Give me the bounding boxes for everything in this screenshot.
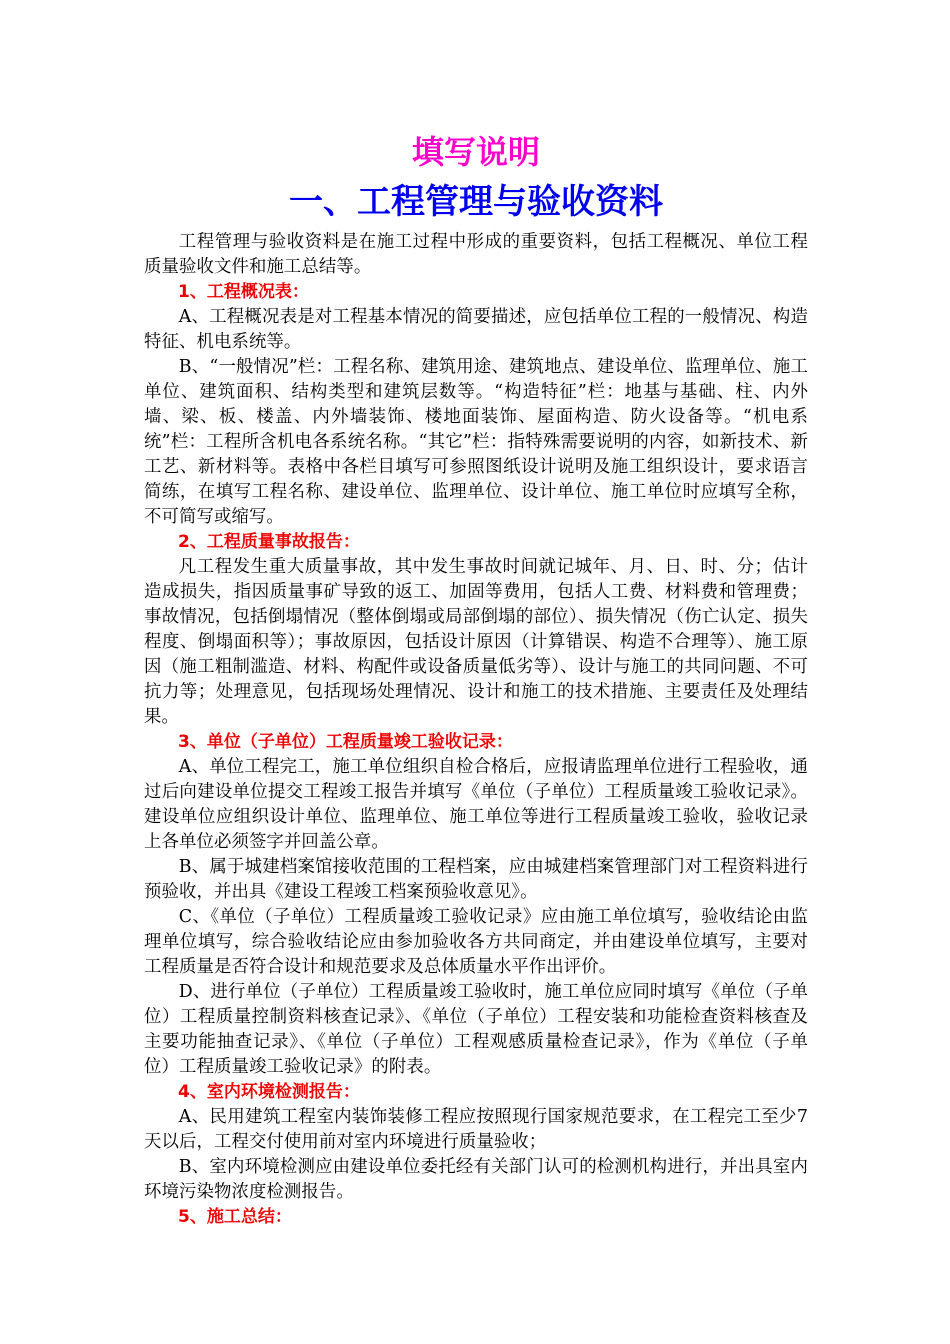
section-3-paragraph-a: A、单位工程完工，施工单位组织自检合格后，应报请监理单位进行工程验收，通过后向建设单位提交工程竣工报告并填写《单位（子单位）工程质量竣工验收记录》。建设单位应组织设计单位、监理单位、施工单位等进行工程质量竣工验收，验收记录上各单位必须签字并回盖公章。 [144,757,808,852]
section-1-heading: 1、工程概况表： [178,282,309,302]
section-2-heading: 2、工程质量事故报告： [178,532,360,552]
section-4-paragraph-b: B、室内环境检测应由建设单位委托经有关部门认可的检测机构进行，并出具室内环境污染物浓度检测报告。 [144,1157,808,1202]
section-5-heading: 5、施工总结： [178,1207,292,1227]
document-title: 填写说明 [411,133,540,171]
intro-paragraph: 工程管理与验收资料是在施工过程中形成的重要资料，包括工程概况、单位工程质量验收文件和施工总结等。 [144,232,808,277]
document-content [144,128,808,1230]
section-4-heading: 4、室内环境检测报告： [178,1082,360,1102]
section-4-paragraph-a: A、民用建筑工程室内装饰装修工程应按照现行国家规范要求，在工程完工至少7天以后，工程交付使用前对室内环境进行质量验收； [144,1107,808,1152]
section-3-paragraph-d: D、进行单位（子单位）工程质量竣工验收时，施工单位应同时填写《单位（子单位）工程质量控制资料核查记录》、《单位（子单位）工程安装和功能检查资料核查及主要功能抽查记录》、《单位（子单位）工程观感质量检查记录》，作为《单位（子单位）工程质量竣工验收记录》的附表。 [144,982,808,1077]
section-1-paragraph-a: A、工程概况表是对工程基本情况的简要描述，应包括单位工程的一般情况、构造特征、机电系统等。 [144,307,808,352]
section-3-paragraph-c: C、《单位（子单位）工程质量竣工验收记录》应由施工单位填写，验收结论由监理单位填写，综合验收结论应由参加验收各方共同商定，并由建设单位填写，主要对工程质量是否符合设计和规范要求及总体质量水平作出评价。 [144,907,808,977]
document-subtitle: 一、工程管理与验收资料 [289,182,663,222]
section-2-paragraph: 凡工程发生重大质量事故，其中发生事故时间就记城年、月、日、时、分；估计造成损失，指因质量事矿导致的返工、加固等费用，包括人工费、材料费和管理费；事故情况，包括倒塌情况（整体倒塌或局部倒塌的部位）、损失情况（伤亡认定、损失程度、倒塌面积等）；事故原因，包括设计原因（计算错误、构造不合理等）、施工原因（施工粗制滥造、材料、构配件或设备质量低劣等）、设计与施工的共同问题、不可抗力等；处理意见，包括现场处理情况、设计和施工的技术措施、主要责任及处理结果。 [144,557,808,727]
section-3-heading: 3、单位（子单位）工程质量竣工验收记录： [178,732,513,752]
section-1-paragraph-b: B、“一般情况”栏：工程名称、建筑用途、建筑地点、建设单位、监理单位、施工单位、建筑面积、结构类型和建筑层数等。“构造特征”栏：地基与基础、柱、内外墙、梁、板、楼盖、内外墙装饰、楼地面装饰、屋面构造、防火设备等。“机电系统”栏：工程所含机电各系统名称。“其它”栏：指特殊需要说明的内容，如新技术、新工艺、新材料等。表格中各栏目填写可参照图纸设计说明及施工组织设计，要求语言简练，在填写工程名称、建设单位、监理单位、设计单位、施工单位时应填写全称，不可简写或缩写。 [144,357,808,527]
section-3-paragraph-b: B、属于城建档案馆接收范围的工程档案，应由城建档案管理部门对工程资料进行预验收，并出具《建设工程竣工档案预验收意见》。 [144,857,808,902]
